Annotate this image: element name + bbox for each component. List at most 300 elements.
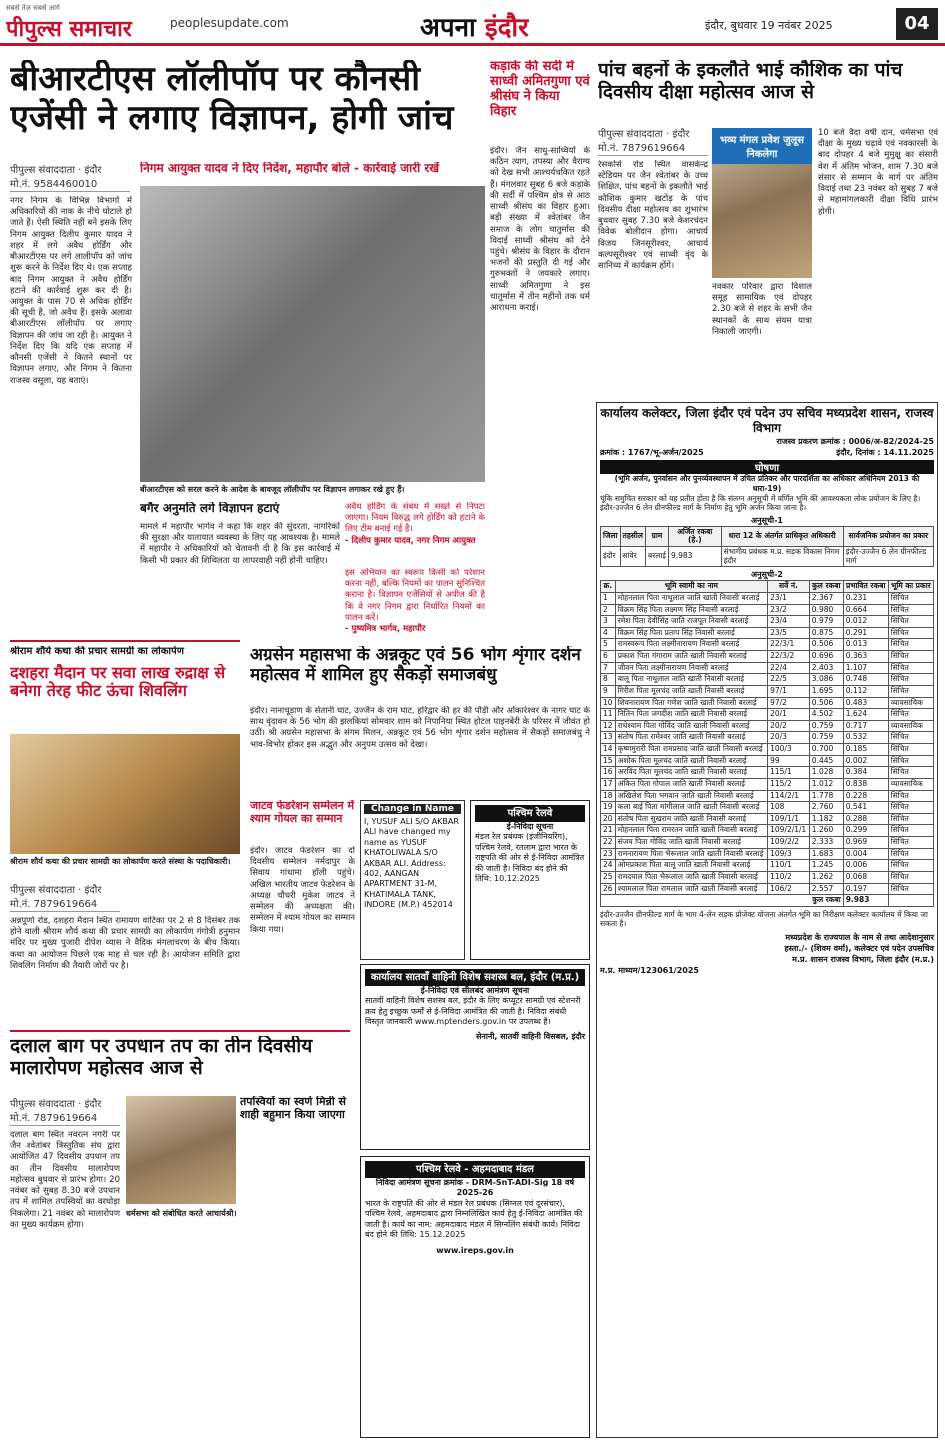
table-cell: 0.013	[843, 639, 888, 651]
table-cell: सिंचित	[888, 790, 933, 802]
table-cell: 0.532	[843, 732, 888, 744]
brts-quote-2-text: इस अभियान का स्वरूप किसी को परेशान करना नहीं, बल्कि नियमों का पालन सुनिश्चित कराना है। विज्ञापन एजेंसियों से अपील की है कि वे नगर निगम द्वारा निर्धारित नियमों का पालन करें।	[345, 568, 485, 623]
table-cell: 109/2/1/1	[768, 825, 810, 837]
winter-headline: कड़ाके की सर्दी में साध्वी अमितगुणा एवं श्रीसंघ ने किया विहार	[490, 60, 590, 119]
name-change-text: I, YUSUF ALI S/O AKBAR ALI have changed my name as YUSUF KHATOLIWALA S/O AKBAR ALI. Address: 402, AANGAN APARTMENT 31-M, KHATIMALA TANK, INDORE (M.P.) 452014	[364, 817, 459, 910]
table-cell: 1.012	[809, 778, 843, 790]
table-cell: सिंचित	[888, 755, 933, 767]
table-cell: सिंचित	[888, 616, 933, 628]
table-cell: 99	[768, 755, 810, 767]
kaushik-body: रेसकोर्स रोड स्थित वासकेन्द्र स्टेडियम पर जैन श्वेतांबर के उच्च शिक्षित, पांच बहनों के इकलौते भाई कौशिक कुमार खटोड़ के पांच दिवसीय दीक्षा महोत्सव का शुभारंभ बुधवार सुबह 7.30 बजे केशरचंदन विवेक बोलीदान होगा। आचार्य विजय जिनसूरीश्वर, आचार्य कल्पसूरीश्वर एवं साध्वी वृंद के सानिध्य में कार्यक्रम होंगे।	[598, 160, 708, 271]
land-notice	[596, 402, 938, 1438]
police-tender-sub: ई-निविदा एवं सीलबंद आमंत्रण सूचना	[420, 986, 530, 995]
table-cell: 1.182	[809, 813, 843, 825]
table-cell: सिंचित	[888, 883, 933, 895]
brts-body-2: मामले में महापौर भार्गव ने कहा कि शहर की सुंदरता, नागरिकों की सुरक्षा और यातायात व्यवस्था के लिए यह आवश्यक है। मामले में महापौर ने अधिकारियों को चेतावनी दी है कि इस कार्रवाई में किसी भी प्रकार की शिथिलता या लापरवाही नहीं होनी चाहिए।	[140, 522, 340, 566]
brts-body: नगर निगम के विभिन्न विभागों में अधिकारियों की नाक के नीचे घोटाले हो जाते हैं। ऐसी स्थिति नहीं बने इसके लिए निगम आयुक्त दिलीप कुमार यादव ने शहर में लगे अवैध होर्डिंग और बीआरटीएस पर लगे लालीपॉप को जांच शुरू करने के निर्देश दिए थे। एक सप्ताह बाद निगम आयुक्त ने अवैध होर्डिंग हटाने की कार्रवाई शुरू कर दी है। आयुक्त के पास 70 से अधिक होर्डिंग की सूची है, जो अवैध हैं। इसके अलावा बीआरटीएस लॉलीपॉप पर लगाए विज्ञापन की जांच जा रही है। आयुक्त ने निर्देश दिए कि यदि एक सप्ताह में कौनसी एजेंसी ने कितने स्थानों पर विज्ञापन लगाए, और निगम ने कितना राजस्व वसूला, यह बताएं।	[10, 196, 132, 386]
table-cell: 1.107	[843, 662, 888, 674]
section-title-b: इंदौर	[484, 13, 529, 43]
table-cell: 20/1	[768, 709, 810, 721]
table-cell: 2.333	[809, 837, 843, 849]
table-row	[601, 627, 934, 639]
police-tender	[360, 964, 590, 1150]
land-notice-title: घोषणा	[600, 460, 934, 474]
brts-subhead: निगम आयुक्त यादव ने दिए निर्देश, महापौर बोले - कार्रवाई जारी रखें	[140, 162, 440, 175]
railway-1-text: मंडल रेल प्रबंधक (इंजीनियरिंग), पश्चिम रेलवे, रतलाम द्वारा भारत के राष्ट्रपति की ओर से ई-निविदा आमंत्रित की जाती है। निविदा बंद होने की तिथि: 10.12.2025	[475, 832, 585, 883]
table-cell: रामदयाल पिता भैरूलाल जाति खाती निवासी बरलाई	[615, 871, 767, 883]
railway-tender-2	[360, 1156, 590, 1438]
kaushik-photo	[712, 128, 812, 278]
shivling-body: अन्नपूर्णा रोड, दशहरा मैदान स्थित रामायण वाटिका पर 2 से 8 दिसंबर तक होने वाली श्रीराम शौर्य कथा की प्रचार सामग्री का लोकार्पण गंगोत्री हनुमान मंदिर पर मुख्य पुजारी दीपेश व्यास ने वैदिक मंगलाचरण के बीच किया। कथा का आयोजन पिछले एक माह से चल रही है। आयोजन समिति द्वारा शिवलिंग निर्माण की तैयारी जोरों पर है।	[10, 916, 240, 971]
table-cell: संभागीय प्रबंधक म.प्र. सड़क विकास निगम इंदौर	[721, 547, 843, 567]
brts-quote-1	[345, 502, 485, 564]
shivling-kicker: श्रीराम शौर्य कथा की प्रचार सामग्री का लोकार्पण	[10, 646, 184, 657]
table-cell: व्यावसायिक	[888, 720, 933, 732]
table-cell: 0.506	[809, 639, 843, 651]
table-row	[601, 825, 934, 837]
newspaper-logo[interactable]	[6, 4, 156, 42]
table-cell: मोहनलाल पिता नाथूलाल जाति खाती निवासी बरलाई	[615, 592, 767, 604]
table-cell: 109/2/2	[768, 837, 810, 849]
table-cell: 0.541	[843, 802, 888, 814]
table-cell: राधेश्याम पिता गोविंद जाति खाती निवासी बरलाई	[615, 720, 767, 732]
table-cell: संजय पिता गोविंद जाति खाती निवासी बरलाई	[615, 837, 767, 849]
brts-reporter: पीपुल्स संवाददाता · इंदौर	[10, 165, 102, 176]
table-cell: 22/4	[768, 662, 810, 674]
land-schedule-2	[600, 580, 934, 907]
table-cell: 110/1	[768, 860, 810, 872]
table-cell: इंदौर	[601, 547, 621, 567]
shivling-photo-caption: श्रीराम शौर्य कथा की प्रचार सामग्री का लोकार्पण करते संस्था के पदाधिकारी।	[10, 857, 231, 866]
name-change-title: Change in Name	[364, 804, 461, 814]
table-row	[601, 837, 934, 849]
table-cell: रमेश पिता देवीसिंह जाति राजपूत निवासी बरलाई	[615, 616, 767, 628]
table-cell: 1.245	[809, 860, 843, 872]
dalal-subhead: तपस्वियों का स्वर्ण मिन्नी से शाही बहुमान किया जाएगा	[240, 1096, 346, 1121]
logo-text: पीपुल्स समाचार	[6, 16, 132, 42]
kaushik-photo-label: भव्य मंगल प्रवेश जुलूस निकलेगा	[712, 128, 812, 164]
table-cell: सिंचित	[888, 662, 933, 674]
table-cell: 16	[601, 767, 616, 779]
table-cell: 23/2	[768, 604, 810, 616]
railway-1-title: पश्चिम रेलवे	[475, 805, 585, 822]
table-cell: 2.367	[809, 592, 843, 604]
table-cell: 15	[601, 755, 616, 767]
table-header-cell: भूमि स्वामी का नाम	[615, 581, 767, 593]
table-cell: 2	[601, 604, 616, 616]
table-cell: सिंचित	[888, 813, 933, 825]
table-cell: 0.288	[843, 813, 888, 825]
table-cell: 0.483	[843, 697, 888, 709]
table-cell: 5	[601, 639, 616, 651]
kaushik-photo-caption: नवकार परिवार द्वारा विशाल समूह सामायिक एवं दोपहर 2.30 बजे से शहर के सभी जैन स्थानकों के साथ संयम यात्रा निकाली जाएगी।	[712, 282, 812, 337]
schedule-2-header	[601, 581, 934, 593]
table-cell: 1.778	[809, 790, 843, 802]
table-cell: 114/2/1	[768, 790, 810, 802]
table-cell: 0.759	[809, 732, 843, 744]
table-header-cell: अर्जित रकबा (हे.)	[668, 526, 721, 546]
table-cell: 19	[601, 802, 616, 814]
table-cell: 18	[601, 790, 616, 802]
shivling-headline: दशहरा मैदान पर सवा लाख रुद्राक्ष से बनेगा तेरह फीट ऊंचा शिवलिंग	[10, 664, 226, 701]
table-cell: 9	[601, 685, 616, 697]
table-cell: 0.979	[809, 616, 843, 628]
land-total-value: 9.983	[843, 895, 888, 907]
land-notice-body: चूंकि समुचित सरकार को यह प्रतीत होता है कि संलग्न अनुसूची में वर्णित भूमि की आवश्यकता लोक प्रयोजन के लिए है। इंदौर-उज्जैन 6 लेन ग्रीनफील्ड मार्ग के निर्माण हेतु भूमि अर्जन किया जाना है।	[600, 494, 921, 513]
table-cell: 3	[601, 616, 616, 628]
table-cell: 4.502	[809, 709, 843, 721]
railway-1-sub: ई-निविदा सूचना	[506, 822, 554, 831]
table-cell: 22/5	[768, 674, 810, 686]
table-cell: 22/3/2	[768, 651, 810, 663]
table-cell: 23/1	[768, 592, 810, 604]
dalal-byline	[10, 1096, 120, 1126]
land-schedule-1-title: अनुसूची-1	[751, 515, 783, 525]
agrasen-headline: अग्रसेन महासभा के अन्नकूट एवं 56 भोग शृंगार दर्शन महोत्सव में शामिल हुए सैकड़ों समाजबंधु	[250, 646, 581, 685]
table-cell: सिंचित	[888, 825, 933, 837]
table-header-cell: प्रभावित रकबा	[843, 581, 888, 593]
table-cell: इंदौर-उज्जैन 6 लेन ग्रीनफील्ड मार्ग	[843, 547, 933, 567]
table-cell: मोहनलाल पिता रामरतन जाति खाती निवासी बरलाई	[615, 825, 767, 837]
table-row	[601, 860, 934, 872]
table-cell: 6	[601, 651, 616, 663]
dalal-photo	[126, 1096, 236, 1204]
land-ref-line	[600, 447, 934, 458]
land-case-no: राजस्व प्रकरण क्रमांक : 0006/अ-82/2024-25	[776, 437, 934, 446]
table-cell: 0.112	[843, 685, 888, 697]
table-cell: विक्रम सिंह पिता प्रताप सिंह निवासी बरलाई	[615, 627, 767, 639]
table-cell: 7	[601, 662, 616, 674]
table-cell: 1	[601, 592, 616, 604]
table-cell: 0.700	[809, 744, 843, 756]
table-header-cell: तहसील	[620, 526, 645, 546]
table-cell: सिंचित	[888, 627, 933, 639]
brts-quote-2	[345, 568, 485, 636]
table-cell: रामनारायण पिता भैरूलाल जाति खाती निवासी बरलाई	[615, 848, 767, 860]
section-title	[420, 8, 529, 44]
table-cell: 20/3	[768, 732, 810, 744]
shivling-photo	[10, 734, 240, 854]
table-row	[601, 547, 934, 567]
page-number: 04	[896, 8, 938, 40]
table-cell: 0.004	[843, 848, 888, 860]
table-cell: सिंचित	[888, 732, 933, 744]
brts-mobile: मो.नं. 9584460010	[10, 179, 98, 190]
table-cell: सिंचित	[888, 837, 933, 849]
table-cell: 13	[601, 732, 616, 744]
table-cell: 110/2	[768, 871, 810, 883]
land-kramank: क्रमांक : 1767/भू-अर्जन/2025	[600, 448, 704, 457]
land-footer: इंदौर-उज्जैन ग्रीनफील्ड मार्ग के भाग 4-लेन सड़क प्रोजेक्ट योजना अंतर्गत भूमि का निरीक्षण कलेक्टर कार्यालय में किया जा सकता है।	[600, 909, 928, 929]
table-cell: 97/2	[768, 697, 810, 709]
table-cell: 14	[601, 744, 616, 756]
table-cell: सिंचित	[888, 744, 933, 756]
table-cell: 1.028	[809, 767, 843, 779]
brts-photo-caption: बीआरटीएस को सरल करने के आदेश के बावजूद लॉलीपॉप पर विज्ञापन लगाकर रखे हुए हैं।	[140, 485, 405, 494]
table-cell: 2.557	[809, 883, 843, 895]
brts-photo	[140, 186, 485, 482]
table-row	[601, 883, 934, 895]
table-row	[601, 685, 934, 697]
table-cell: 0.384	[843, 767, 888, 779]
table-header-cell: धारा 12 के अंतर्गत प्राधिकृत अधिकारी	[721, 526, 843, 546]
table-cell: श्यामलाल पिता रामलाल जाति खाती निवासी बरलाई	[615, 883, 767, 895]
table-row	[601, 732, 934, 744]
land-signature-by: मध्यप्रदेश के राज्यपाल के नाम से तथा आदेशानुसार	[785, 932, 934, 942]
table-cell: 0.068	[843, 871, 888, 883]
logo-tagline: सबसे तेज़ सबसे आगे	[6, 4, 60, 12]
table-row	[601, 802, 934, 814]
table-cell: 109/1/1	[768, 813, 810, 825]
table-header-cell: कुल रकबा	[809, 581, 843, 593]
table-row	[601, 744, 934, 756]
table-row	[601, 871, 934, 883]
land-office: कार्यालय कलेक्टर, जिला इंदौर एवं पदेन उप सचिव मध्यप्रदेश शासन, राजस्व विभाग	[600, 406, 934, 435]
table-cell: 0.006	[843, 860, 888, 872]
table-cell: सिंचित	[888, 674, 933, 686]
divider	[10, 1030, 350, 1032]
table-row	[601, 674, 934, 686]
table-cell: सांवेर	[620, 547, 645, 567]
table-cell: 0.363	[843, 651, 888, 663]
brts-quote-1-author: - दिलीप कुमार यादव, नगर निगम आयुक्त	[345, 535, 476, 546]
table-header-cell: क्र.	[601, 581, 616, 593]
table-cell: 23/4	[768, 616, 810, 628]
table-cell: 1.262	[809, 871, 843, 883]
table-cell: 108	[768, 802, 810, 814]
table-row	[601, 697, 934, 709]
table-row	[601, 662, 934, 674]
schedule-1-header	[601, 526, 934, 546]
table-cell: संतोष पिता रामेश्वर जाति खाती निवासी बरलाई	[615, 732, 767, 744]
table-cell: 2.760	[809, 802, 843, 814]
table-cell: 26	[601, 883, 616, 895]
section-title-a: अपना	[420, 13, 476, 43]
table-cell: अखिलेश पिता भगवान जाति खाती निवासी बरलाई	[615, 790, 767, 802]
shivling-mobile: मो.नं. 7879619664	[10, 899, 98, 910]
table-cell: अंकित पिता गोपाल जाति खाती निवासी बरलाई	[615, 778, 767, 790]
table-cell: संतोष पिता सुखराम जाति खाती निवासी बरलाई	[615, 813, 767, 825]
table-cell: 20/2	[768, 720, 810, 732]
table-cell: 1.683	[809, 848, 843, 860]
land-schedule-2-title: अनुसूची-2	[751, 570, 783, 580]
table-cell: सिंचित	[888, 685, 933, 697]
table-cell: बालू पिता नाथूलाल जाति खाती निवासी बरलाई	[615, 674, 767, 686]
table-cell: 24	[601, 860, 616, 872]
website-link[interactable]: peoplesupdate.com	[170, 16, 289, 30]
kaushik-body-2: 10 बजे वैदा वर्षी दान, धर्मसभा एवं दीक्षा के मुख्य चढ़ावे एवं नवकारसी के बाद दोपहर 4 बजे मुमुक्षु का संसारी वेश में अंतिम भोजन, शाम 7.30 बजे संसार से सम्मान के मार्ग पर अंतिम विदाई तथा 23 नवंबर को सुबह 7 बजे से महामांगलकारी दीक्षा विधि प्रारंभ होगी।	[818, 128, 938, 217]
dalal-body: दलाल बाग स्थित नवरत्न नगरी पर जैन श्वेतांबर त्रिस्तुतिक संघ द्वारा आयोजित 47 दिवसीय उपधान तप का तीन दिवसीय मालारोपण महोत्सव बुधवार से प्रारंभ होगा। 20 नवंबर को सुबह 8.30 बजे उपधान तप में शामिल तपस्वियों का वरघोड़ा निकलेगा। 21 नवंबर को मालारोपण का मुख्य कार्यक्रम होगा।	[10, 1130, 120, 1230]
table-cell: 0.002	[843, 755, 888, 767]
table-header-cell: सार्वजनिक प्रयोजन का प्रकार	[843, 526, 933, 546]
table-header-cell: भूमि का प्रकार	[888, 581, 933, 593]
table-cell: 23	[601, 848, 616, 860]
table-cell: सिंचित	[888, 639, 933, 651]
table-cell: 0.875	[809, 627, 843, 639]
dateline: इंदौर, बुधवार 19 नवंबर 2025	[705, 19, 833, 32]
masthead	[0, 0, 945, 46]
brts-quote-1-text: अवैध होर्डिंग के संबंध में सख्ते से निपटा जाएगा। नियम विरुद्ध लगे होर्डिंग को हटाने के लिए टीम बनाई गई है।	[345, 502, 485, 535]
table-cell: 4	[601, 627, 616, 639]
table-cell: नितिन पिता जगदीश जाति खाती निवासी बरलाई	[615, 709, 767, 721]
shivling-reporter: पीपुल्स संवाददाता · इंदौर	[10, 885, 102, 896]
winter-body: इंदौर। जैन साधु-साध्वियों के कठिन त्याग, तपस्या और वैराग्य को देख सभी आश्चर्यचकित रहते हैं। मंगलवार सुबह 6 बजे कड़ाके की सर्दी में पश्चिम क्षेत्र से आठ साध्वी श्रीसंघ का विहार हुआ। बड़ी संख्या में श्वेतांबर जैन समाज के लोग चातुर्मास की विदाई साध्वी श्रीसंघ को देने पहुंचे। श्रीसंघ के विहार के दौरान भजनों की प्रस्तुति दी गई और गुरुभक्तों ने जयकारे लगाए। साध्वी अमितगुणा ने इस चातुर्मास में तीन महीनों तक धर्म आराधना कराई।	[490, 146, 590, 314]
kaushik-headline: पांच बहनों के इकलौते भाई कौशिक का पांच दिवसीय दीक्षा महोत्सव आज से	[598, 60, 903, 103]
land-total-row	[601, 895, 934, 907]
table-cell: 106/2	[768, 883, 810, 895]
table-cell: सिंचित	[888, 860, 933, 872]
table-cell: 17	[601, 778, 616, 790]
table-cell: कला बाई पिता मांगीलाल जाति खाती निवासी बरलाई	[615, 802, 767, 814]
table-row	[601, 592, 934, 604]
table-cell: कृष्णमुरारी पिता रामप्रसाद जाति खाती निवासी बरलाई	[615, 744, 767, 756]
table-cell: 1.695	[809, 685, 843, 697]
table-cell: जीवन पिता लक्ष्मीनारायण निवासी बरलाई	[615, 662, 767, 674]
table-cell: विक्रम सिंह पिता लक्ष्मण सिंह निवासी बरलाई	[615, 604, 767, 616]
table-cell: 1.260	[809, 825, 843, 837]
table-cell: 21	[601, 825, 616, 837]
table-cell: 0.748	[843, 674, 888, 686]
dalal-photo-caption: धर्मसभा को संबोधित करते आचार्यश्री।	[126, 1209, 237, 1218]
table-cell: 0.445	[809, 755, 843, 767]
table-cell: रामस्वरूप पिता लक्ष्मीनारायण निवासी बरलाई	[615, 639, 767, 651]
kaushik-mobile: मो.नं. 7879619664	[598, 143, 686, 154]
land-schedule-1	[600, 526, 934, 568]
table-cell: 12	[601, 720, 616, 732]
table-row	[601, 604, 934, 616]
table-cell: सिंचित	[888, 592, 933, 604]
land-date: इंदौर, दिनांक : 14.11.2025	[836, 448, 934, 457]
table-row	[601, 767, 934, 779]
table-cell: 11	[601, 709, 616, 721]
table-row	[601, 709, 934, 721]
table-cell: सिंचित	[888, 604, 933, 616]
table-cell: प्रकाश पिता गंगाराम जाति खाती निवासी बरलाई	[615, 651, 767, 663]
table-cell: 23/5	[768, 627, 810, 639]
table-row	[601, 616, 934, 628]
table-cell: 0.197	[843, 883, 888, 895]
table-cell: सिंचित	[888, 871, 933, 883]
table-cell: सिंचित	[888, 802, 933, 814]
table-cell: 0.506	[809, 697, 843, 709]
table-cell: सिंचित	[888, 651, 933, 663]
table-cell: 3.086	[809, 674, 843, 686]
table-cell: 8	[601, 674, 616, 686]
table-header-cell: जिला	[601, 526, 621, 546]
jatav-headline: जाटव फेडरेशन सम्मेलन में श्याम गोयल का सम्मान	[250, 800, 355, 825]
dalal-reporter: पीपुल्स संवाददाता · इंदौर	[10, 1099, 102, 1110]
table-cell: 2.403	[809, 662, 843, 674]
divider	[10, 640, 240, 642]
table-row	[601, 778, 934, 790]
table-cell: 0.717	[843, 720, 888, 732]
table-cell: 100/3	[768, 744, 810, 756]
table-cell: 109/3	[768, 848, 810, 860]
land-signature-dept: म.प्र. शासन राजस्व विभाग, जिला इंदौर (म.प्र.)	[792, 954, 934, 964]
table-cell: शिवनारायण पिता गणेश जाति खाती निवासी बरलाई	[615, 697, 767, 709]
table-row	[601, 790, 934, 802]
table-cell: 9.983	[668, 547, 721, 567]
railway-2-sub: निविदा आमंत्रण सूचना क्रमांक - DRM-SnT-ADI-Sig 18 वर्ष 2025-26	[375, 1178, 575, 1198]
dalal-headline: दलाल बाग पर उपधान तप का तीन दिवसीय मालारोपण महोत्सव आज से	[10, 1036, 313, 1079]
land-ref: म.प्र. माध्यम/123061/2025	[600, 965, 699, 975]
table-cell: 0.012	[843, 616, 888, 628]
shivling-byline	[10, 882, 120, 912]
land-signature: हस्ता./- (शिवम वर्मा), कलेक्टर एवं पदेन उपसचिव	[784, 943, 934, 953]
table-cell: व्यावसायिक	[888, 697, 933, 709]
table-cell: 20	[601, 813, 616, 825]
table-cell: सिंचित	[888, 848, 933, 860]
table-cell: व्यावसायिक	[888, 778, 933, 790]
table-cell: 0.291	[843, 627, 888, 639]
table-header-cell: ग्राम	[645, 526, 668, 546]
name-change-notice	[360, 800, 465, 960]
police-tender-title: कार्यालय सातवाँ वाहिनी विशेष सशस्त्र बल, इंदौर (म.प्र.)	[365, 969, 585, 986]
police-tender-text: सातवीं वाहिनी विशेष सशस्त्र बल, इंदौर के लिए कंप्यूटर सामग्री एवं स्टेशनरी क्रय हेतु इच्छुक फर्मों से ई-निविदा आमंत्रित की जाती है। निविदा संबंधी विस्तृत जानकारी www.mptenders.gov.in पर उपलब्ध है।	[365, 996, 581, 1027]
table-cell: 0.231	[843, 592, 888, 604]
table-cell: 115/1	[768, 767, 810, 779]
table-cell: 0.969	[843, 837, 888, 849]
table-cell: सिंचित	[888, 767, 933, 779]
table-row	[601, 848, 934, 860]
table-cell: ओमप्रकाश पिता बालू जाति खाती निवासी बरलाई	[615, 860, 767, 872]
land-total-label: कुल रकबा	[601, 895, 844, 907]
table-cell: 22/3/1	[768, 639, 810, 651]
police-tender-signatory: सेनानी, सातवीं वाहिनी विसबल, इंदौर	[475, 1031, 585, 1041]
table-cell: 1.624	[843, 709, 888, 721]
land-notice-sub: (भूमि अर्जन, पुनर्वासन और पुनर्व्यवस्थापन में उचित प्रतिकर और पारदर्शिता का अधिकार अधिनियम 2013 की धारा-19)	[614, 474, 920, 493]
table-cell: 22	[601, 837, 616, 849]
table-cell: 0.696	[809, 651, 843, 663]
agrasen-body: इंदौर। नानाचूड़ाण के सेतानी घाट, उज्जैन के राम घाट, हरिद्वार की हर की पौड़ी और ओंकारेश्वर के नागर घाट के साथ वृंदावन के 56 भोग की झलकियां सोमवार शाम को निपानिया स्थित होटल पाइनबेरी के परिसर में जीवंत हो उठीं। श्री अग्रसेन महासभा के संगम मिलन, अन्नकूट एवं 56 भोग शृंगार दर्शन महोत्सव में सैकड़ों समाजबंधु ने भाव-विभोर होकर इस अद्भुत और अनुपम उत्सव को देखा।	[250, 706, 590, 750]
railway-2-title: पश्चिम रेलवे - अहमदाबाद मंडल	[365, 1161, 585, 1178]
table-cell: 10	[601, 697, 616, 709]
kaushik-byline	[598, 126, 708, 156]
table-cell: बरलाई	[645, 547, 668, 567]
table-cell: 115/2	[768, 778, 810, 790]
table-cell: अरविंद पिता मूलचंद जाति खाती निवासी बरलाई	[615, 767, 767, 779]
table-row	[601, 813, 934, 825]
brts-subhead-2: बगैर अनुमति लगे विज्ञापन हटाएं	[140, 502, 280, 515]
table-cell: 0.838	[843, 778, 888, 790]
table-header-cell: सर्वे नं.	[768, 581, 810, 593]
railway-2-website[interactable]: www.ireps.gov.in	[436, 1246, 514, 1256]
jatav-body: इंदौर। जाटव फेडरेशन का दो दिवसीय सम्मेलन नर्मदापुर के सिवाय गांधामा हॉली पहुंचे। अखिल भारतीय जाटव फेडरेशन के अध्यक्ष चौधरी मुकेश जाटव ने सम्मेलन की अध्यक्षता की। सम्मेलन में श्याम गोयल का सम्मान किया गया।	[250, 846, 355, 935]
table-cell: 0.185	[843, 744, 888, 756]
brts-headline: बीआरटीएस लॉलीपॉप पर कौनसी एजेंसी ने लगाए विज्ञापन, होगी जांच	[10, 60, 454, 139]
dalal-mobile: मो.नं. 7879619664	[10, 1113, 98, 1124]
table-row	[601, 639, 934, 651]
table-cell: 0.664	[843, 604, 888, 616]
table-cell: गिरीश पिता मूलचंद जाति खाती निवासी बरलाई	[615, 685, 767, 697]
kaushik-reporter: पीपुल्स संवाददाता · इंदौर	[598, 129, 690, 140]
table-row	[601, 720, 934, 732]
railway-2-text: भारत के राष्ट्रपति की ओर से मंडल रेल प्रबंधक (सिग्नल एवं दूरसंचार), पश्चिम रेलवे, अहमदाबाद द्वारा निम्नलिखित कार्य हेतु ई-निविदा आमंत्रित की जाती है। कार्य का नाम: अहमदाबाद मंडल में सिग्नलिंग संबंधी कार्य। निविदा बंद होने की तिथि: 15.12.2025	[365, 1198, 583, 1239]
table-row	[601, 651, 934, 663]
table-cell: 0.299	[843, 825, 888, 837]
table-row	[601, 755, 934, 767]
brts-byline	[10, 162, 130, 192]
railway-tender-1	[470, 800, 590, 960]
table-cell: 0.980	[809, 604, 843, 616]
table-cell: सिंचित	[888, 709, 933, 721]
table-cell: 0.228	[843, 790, 888, 802]
table-cell: 25	[601, 871, 616, 883]
brts-quote-2-author: - पुष्यमित्र भार्गव, महापौर	[345, 624, 426, 635]
table-cell: 97/1	[768, 685, 810, 697]
table-cell: अशोक पिता मूलचंद जाति खाती निवासी बरलाई	[615, 755, 767, 767]
table-cell: 0.759	[809, 720, 843, 732]
